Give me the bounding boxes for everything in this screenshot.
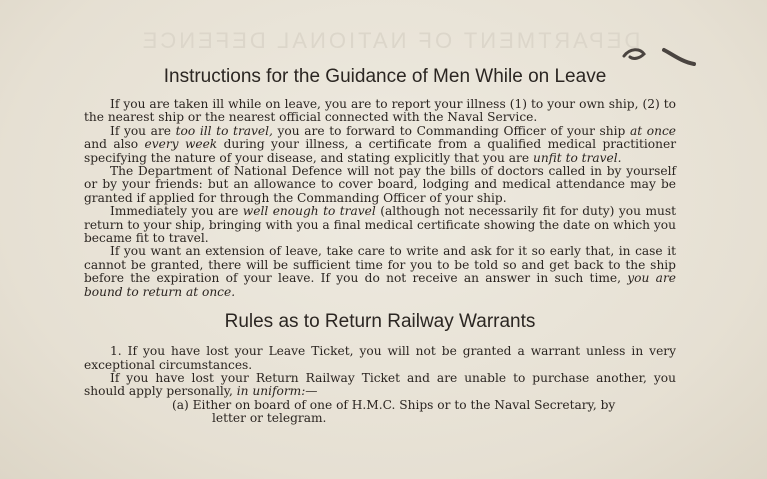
paragraph-extension — [84, 245, 676, 299]
text: If you have lost your Return Railway Ticket and are unable to purchase another, you should apply personally, — [84, 370, 676, 399]
rule-item-a — [84, 399, 676, 426]
paragraph-return-to-ship — [84, 205, 676, 245]
paragraph-too-ill — [84, 125, 676, 165]
emphasis-text: at once — [629, 123, 677, 138]
text: and also — [84, 137, 145, 152]
paragraph-illness: If you are taken ill while on leave, you are to report your illness (1) to your own ship, (2) to the nearest ship or the nearest official connected with the Naval Service. — [84, 97, 676, 125]
emphasis-text: you are bound to return at once. — [84, 271, 676, 299]
text: If you are — [110, 123, 176, 138]
emphasis-text: too ill to travel, — [175, 123, 273, 138]
text: (although not necessarily fit for duty) you must return to your ship, bringing with you a final medical certificate showing the date on which you became fit to travel. — [84, 204, 677, 246]
text: If you want an extension of leave, take care to write and ask for it so early that, in case it cannot be granted, there will be sufficient time for you to be told so and get back to the ship before the expiration of your leave. If you do not receive an answer in such time, — [84, 244, 676, 286]
emphasis-text: unfit to travel. — [532, 150, 622, 165]
emphasis-text: well enough to travel — [242, 204, 376, 219]
paragraph-doctors-bills: The Department of National Defence will not pay the bills of doctors called in by yourself or by your friends: but an allowance to cover board, lodging and medical attendance may be granted if applied for through the Commanding Officer of your ship. — [84, 164, 676, 205]
rule-lost-leave-ticket: 1. If you have lost your Leave Ticket, you will not be granted a warrant unless in very exceptional circumstances. — [84, 344, 676, 372]
rule-lost-return-ticket — [84, 372, 676, 399]
text: you are to forward to Commanding Officer of your ship — [272, 123, 630, 138]
emphasis-text: in uniform:— — [236, 384, 318, 399]
text: during your illness, a certificate from a qualified medical practitioner specifying the nature of your disease, and stating explicitly that you are — [84, 137, 677, 165]
text: letter or telegram. — [212, 411, 327, 426]
main-heading: Instructions for the Guidance of Men While on Leave — [163, 66, 607, 87]
emphasis-text: every week — [144, 137, 218, 152]
text: (a) Either on board of one of H.M.C. Ships or to the Naval Secretary, by — [172, 397, 616, 412]
show-through-header: DEPARTMENT OF NATIONAL DEFENCE — [139, 28, 641, 53]
text: Immediately you are — [110, 204, 243, 219]
document-body — [84, 66, 676, 426]
section-heading-railway: Rules as to Return Railway Warrants — [224, 311, 536, 333]
